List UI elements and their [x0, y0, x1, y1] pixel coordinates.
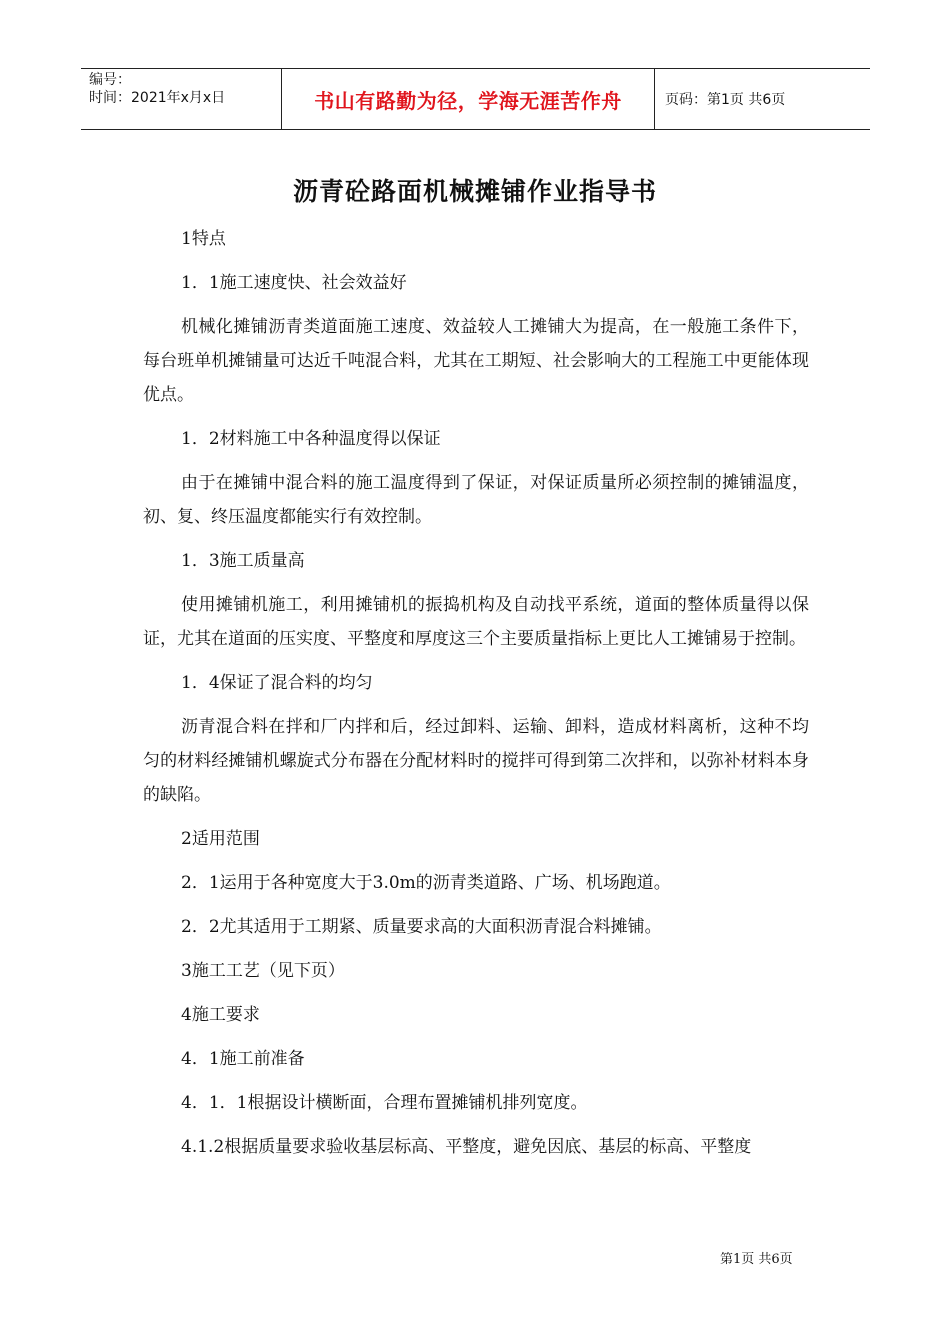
document-title: 沥青砼路面机械摊铺作业指导书 [292, 177, 657, 206]
paragraph: 使用摊铺机施工，利用摊铺机的振捣机构及自动找平系统，道面的整体质量得以保证，尤其在道面的压实度、平整度和厚度这三个主要质量指标上更比人工摊铺易于控制。 [143, 595, 809, 649]
paragraph: 由于在摊铺中混合料的施工温度得到了保证，对保证质量所必须控制的摊铺温度，初、复、终压温度都能实行有效控制。 [143, 473, 809, 527]
heading-2-2: 2．2尤其适用于工期紧、质量要求高的大面积沥青混合料摊铺。 [181, 917, 662, 937]
paragraph: 机械化摊铺沥青类道面施工速度、效益较人工摊铺大为提高，在一般施工条件下，每台班单机摊铺量可达近千吨混合料，尤其在工期短、社会影响大的工程施工中更能体现优点。 [143, 317, 809, 405]
page-footer: 第1页 共6页 [720, 1252, 793, 1267]
document-body [143, 222, 809, 1174]
page-code-label: 页码：第1页 共6页 [665, 92, 786, 108]
heading-2-1: 2．1运用于各种宽度大于3.0m的沥青类道路、广场、机场跑道。 [181, 873, 671, 893]
header-motto-cell [281, 69, 655, 129]
heading-4-1-2: 4.1.2根据质量要求验收基层标高、平整度，避免因底、基层的标高、平整度 [181, 1137, 752, 1157]
heading-1: 1特点 [181, 229, 226, 249]
header-info-cell [81, 69, 281, 129]
heading-2: 2适用范围 [181, 829, 260, 849]
heading-1-1: 1．1施工速度快、社会效益好 [181, 273, 407, 293]
heading-1-2: 1．2材料施工中各种温度得以保证 [181, 429, 441, 449]
heading-1-4: 1．4保证了混合料的均匀 [181, 673, 373, 693]
motto-text: 书山有路勤为径，学海无涯苦作舟 [314, 88, 622, 113]
paragraph: 沥青混合料在拌和厂内拌和后，经过卸料、运输、卸料，造成材料离析，这种不均匀的材料经摊铺机螺旋式分布器在分配材料时的搅拌可得到第二次拌和，以弥补材料本身的缺陷。 [143, 717, 809, 805]
header-table [81, 68, 870, 130]
heading-1-3: 1．3施工质量高 [181, 551, 305, 571]
heading-4: 4施工要求 [181, 1005, 260, 1025]
header-page-cell [655, 69, 870, 129]
document-number-label: 编号： [89, 72, 131, 88]
heading-4-1-1: 4．1．1根据设计横断面，合理布置摊铺机排列宽度。 [181, 1093, 588, 1113]
document-time-label: 时间：2021年x月x日 [89, 90, 226, 106]
heading-3: 3施工工艺（见下页） [181, 961, 345, 981]
heading-4-1: 4．1施工前准备 [181, 1049, 305, 1069]
